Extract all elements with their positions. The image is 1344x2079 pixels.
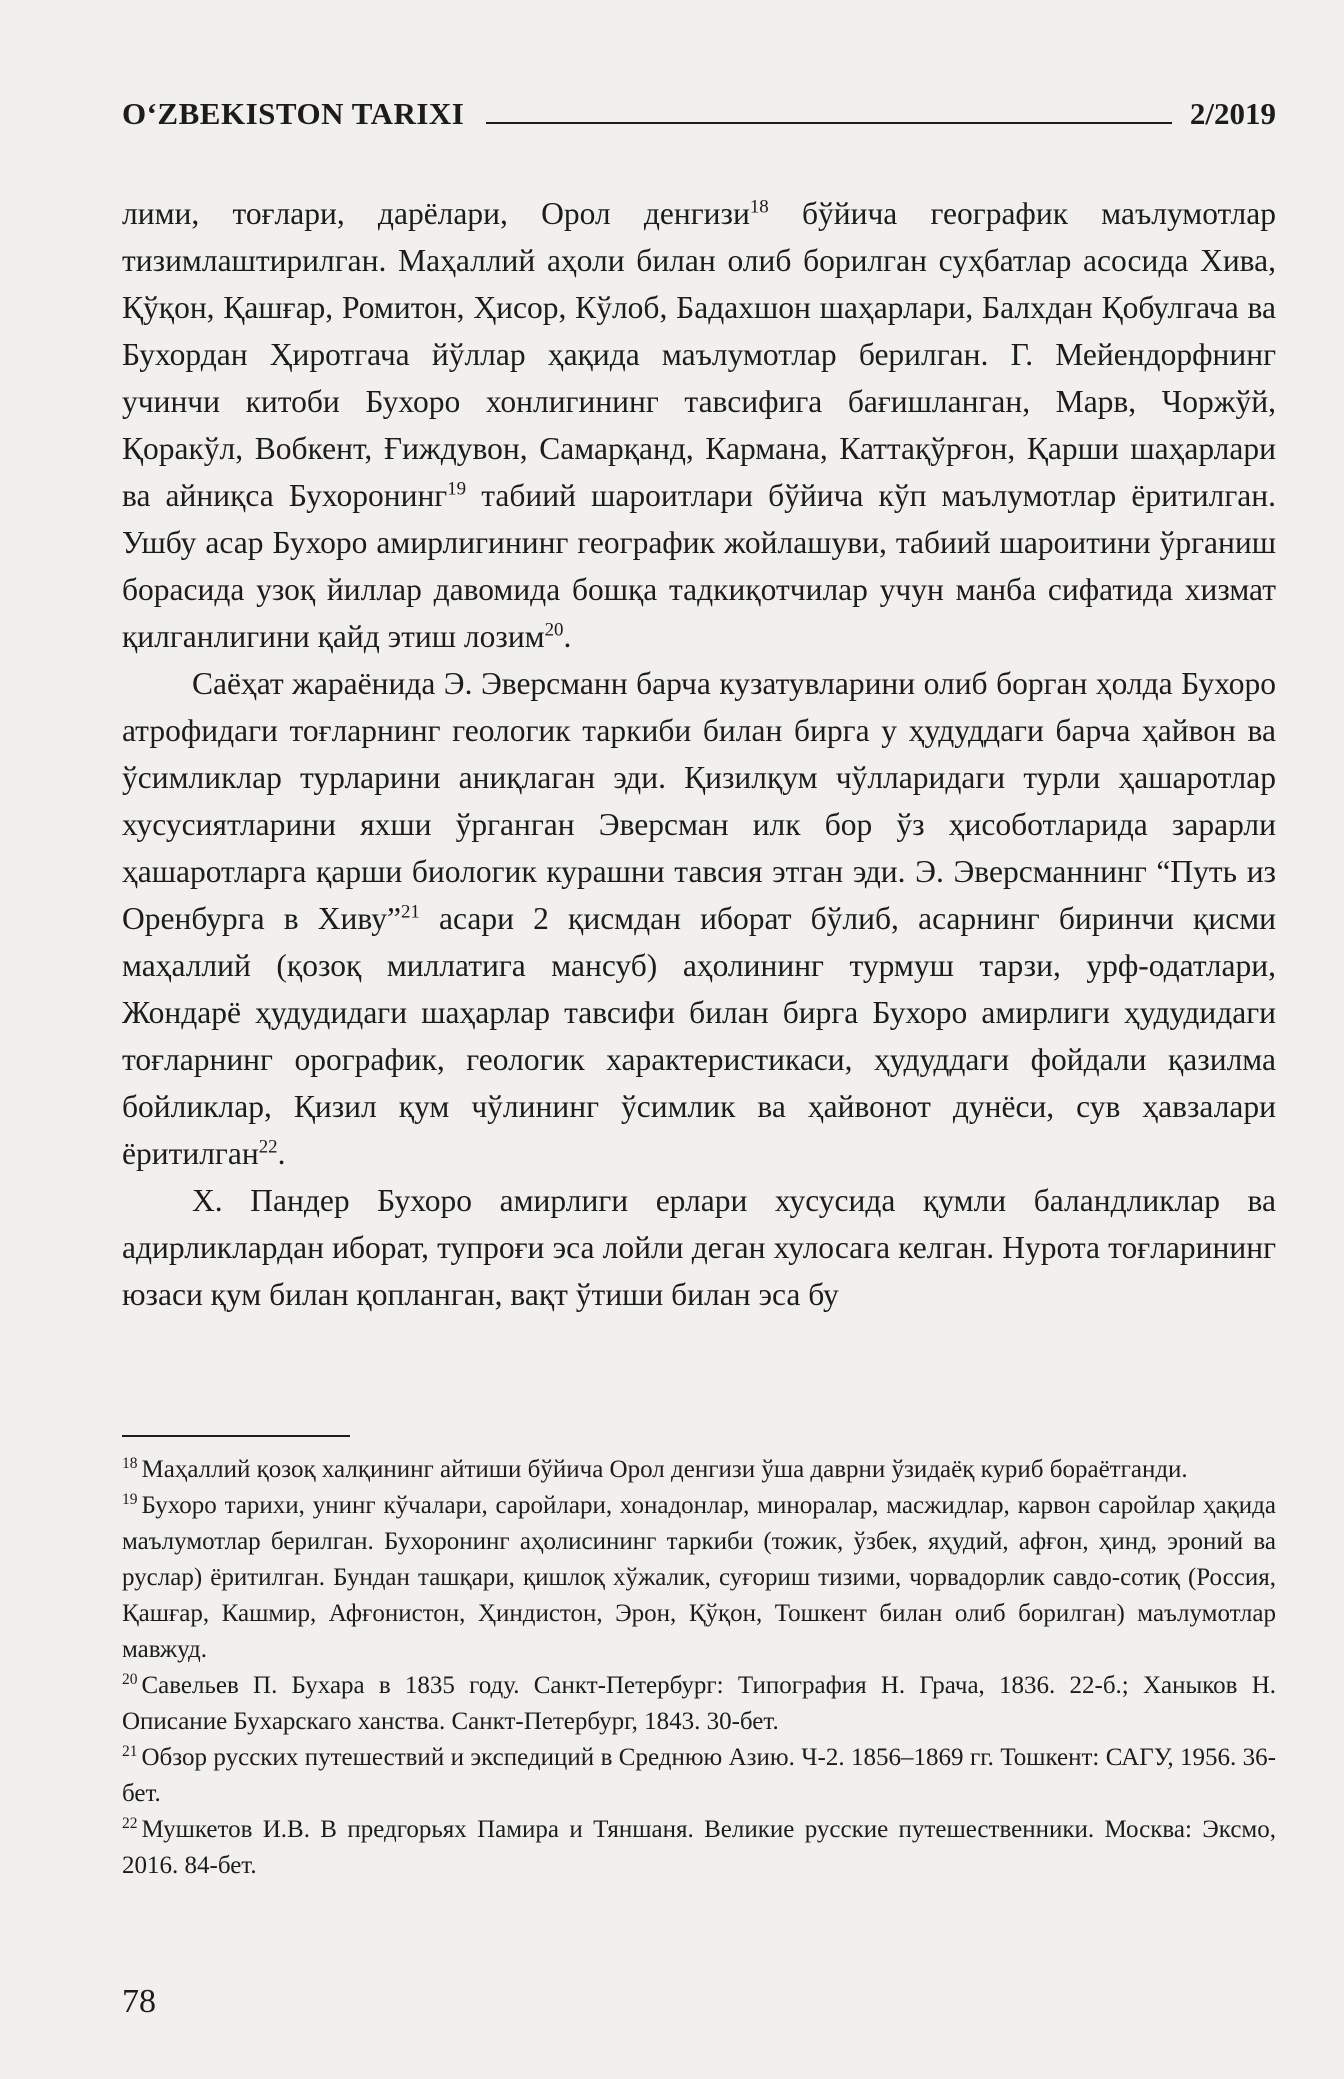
paragraph-text: асари 2 қисмдан иборат бўлиб, асарнинг биринчи қисми маҳаллий (қозоқ миллатига мансуб) аҳолининг турмуш тарзи, урф-одатлари, Жондарё ҳудудидаги шаҳарлар тавсифи билан бирга Бухоро амирлиги ҳудудидаги тоғларнинг орографик, геологик характеристикаси, ҳудуддаги фойдали қазилма бойликлар, Қизил қум чўлининг ўсимлик ва ҳайвонот дунёси, сув ҳавзалари ёритилган xyxy=(122,901,1276,1171)
paragraph-text: . xyxy=(563,619,572,654)
paragraph-text: бўйича географик маълумотлар тизимлаштирилган. Маҳаллий аҳоли билан олиб борилган суҳбатлар асосида Хива, Қўқон, Қашғар, Ромитон, Ҳисор, Кўлоб, Бадахшон шаҳарлари, Балхдан Қобулгача ва Бухордан Ҳиротгача йўллар ҳақида маълумотлар берилган. Г. Мейендорфнинг учинчи китоби Бухоро хонлигининг тавсифига бағишланган, Марв, Чоржўй, Қоракўл, Вобкент, Ғиждувон, Самарқанд, Кармана, Каттақўрғон, Қарши шаҳарлари ва айниқса Бухоронинг xyxy=(122,196,1276,513)
paragraph-text: табиий шароитлари бўйича кўп маълумотлар ёритилган. Ушбу асар Бухоро амирлигининг географик жойлашуви, табиий шароитини ўрганиш борасида узоқ йиллар давомида бошқа тадкиқотчилар учун манба сифатида хизмат қилганлигини қайд этиш лозим xyxy=(122,478,1276,654)
paragraph-text: лими, тоғлари, дарёлари, Орол денгизи xyxy=(122,196,750,231)
footnote-text: Обзор русских путешествий и экспедиций в Среднюю Азию. Ч-2. 1856–1869 гг. Тошкент: САГУ, 1956. 36-бет. xyxy=(122,1744,1276,1807)
footnote-reference[interactable]: 20 xyxy=(544,619,564,641)
paragraph-text: Саёҳат жараёнида Э. Эверсманн барча кузатувларини олиб борган ҳолда Бухоро атрофидаги тоғларнинг геологик таркиби билан бирга у ҳудуддаги барча ҳайвон ва ўсимликлар турларини аниқлаган эди. Қизилқум чўлларидаги турли ҳашаротлар хусусиятларини яхши ўрганган Эверсман илк бор ўз ҳисоботларида зарарли ҳашаротларга қарши биологик курашни тавсия этган эди. Э. Эверсманнинг “Путь из Оренбурга в Хиву” xyxy=(122,666,1276,936)
footnote-text: Савельев П. Бухара в 1835 году. Санкт-Петербург: Типография Н. Грача, 1836. 22-б.; Ханыков Н. Описание Бухарскаго ханства. Санкт-Петербург, 1843. 30-бет. xyxy=(122,1672,1276,1735)
paragraph-text: . xyxy=(277,1136,286,1171)
paragraph-text: Х. Пандер Бухоро амирлиги ерлари хусусида қумли баландликлар ва адирликлардан иборат, тупроғи эса лойли деган хулосага келган. Нурота тоғларининг юзаси қум билан қопланган, вақт ўтиши билан эса бу xyxy=(122,1183,1276,1312)
paragraph xyxy=(122,190,1276,660)
footnote-reference[interactable]: 22 xyxy=(258,1136,278,1158)
journal-title: O‘ZBEKISTON TARIXI xyxy=(122,96,465,131)
footnote-number: 18 xyxy=(122,1454,138,1472)
footnote-text: Бухоро тарихи, унинг кўчалари, саройлари, хонадонлар, миноралар, масжидлар, карвон саройлар ҳақида маълумотлар берилган. Бухоронинг аҳолисининг таркиби (тожик, ўзбек, яҳудий, афғон, ҳинд, эроний ва руслар) ёритилган. Бундан ташқари, қишлоқ хўжалик, суғориш тизими, чорвадорлик савдо-сотиқ (Россия, Қашғар, Кашмир, Афғонистон, Ҳиндистон, Эрон, Қўқон, Тошкент билан олиб борилган) маълумотлар мавжуд. xyxy=(122,1492,1276,1663)
footnote-text: Мушкетов И.В. В предгорьях Памира и Тяншаня. Великие русские путешественники. Москва: Эксмо, 2016. 84-бет. xyxy=(122,1816,1276,1879)
footnote-reference[interactable]: 19 xyxy=(447,478,467,500)
page-number: 78 xyxy=(122,1983,156,2020)
body-text xyxy=(122,190,1276,1318)
running-header xyxy=(122,82,1276,132)
footnote-number: 19 xyxy=(122,1490,138,1508)
footnote xyxy=(122,1740,1276,1812)
paragraph xyxy=(122,660,1276,1177)
paragraph xyxy=(122,1177,1276,1318)
footnote-number: 21 xyxy=(122,1742,138,1760)
footnote-reference[interactable]: 21 xyxy=(400,901,420,923)
footnote-text: Маҳаллий қозоқ халқининг айтиши бўйича Орол денгизи ўша даврни ўзидаёқ куриб бораётганди. xyxy=(141,1456,1188,1483)
footnote xyxy=(122,1812,1276,1884)
issue-number: 2/2019 xyxy=(1189,96,1276,131)
footnote-reference[interactable]: 18 xyxy=(749,196,769,218)
header-rule xyxy=(486,122,1172,124)
footnote xyxy=(122,1668,1276,1740)
footnotes xyxy=(122,1452,1276,1884)
footnote-separator xyxy=(122,1435,350,1437)
footnote xyxy=(122,1488,1276,1668)
footnote xyxy=(122,1452,1276,1488)
footnote-number: 20 xyxy=(122,1670,138,1688)
footnote-number: 22 xyxy=(122,1814,138,1832)
